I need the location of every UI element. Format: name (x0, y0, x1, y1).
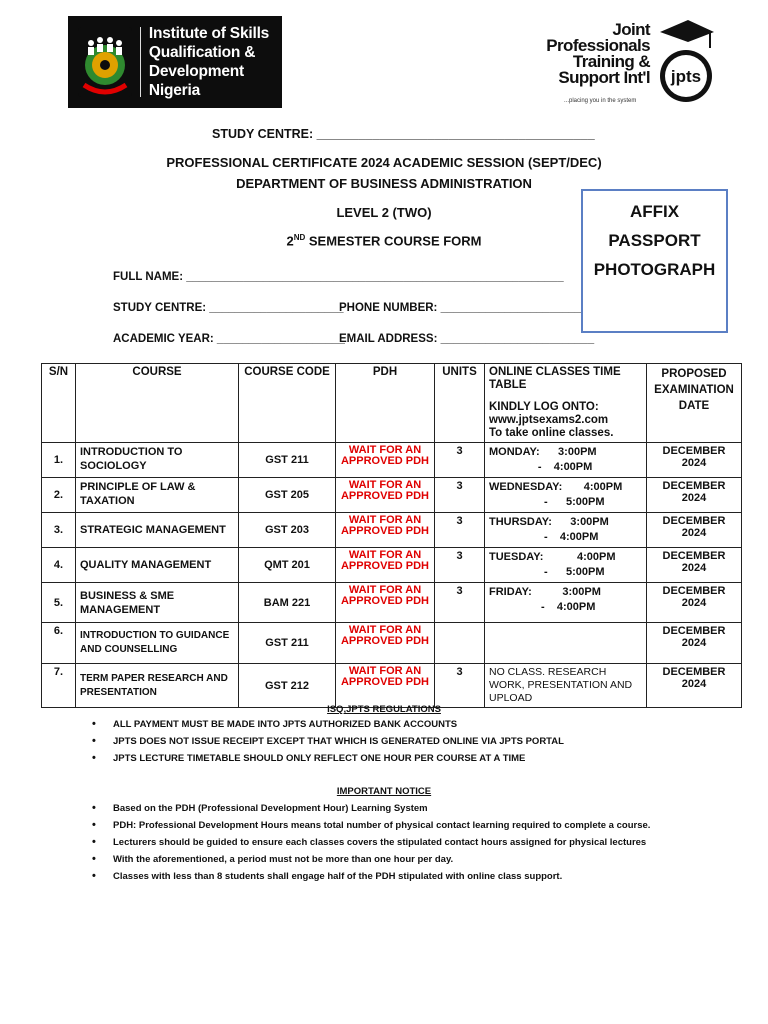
table-header-row (42, 364, 742, 443)
header-sn: S/N (42, 364, 76, 443)
table-row: 3. STRATEGIC MANAGEMENT GST 203 WAIT FOR AN APPROVED PDH 3 THURSDAY: 3:00PM - 4:00PM DECEMBER 2024 (42, 513, 742, 548)
full-name-field[interactable]: FULL NAME: ___________________________________________________________ (113, 271, 564, 283)
list-item: • PDH: Professional Development Hours means total number of physical contact learning required to complete a course. (92, 817, 650, 834)
pdh-status: WAIT FOR AN APPROVED PDH (336, 623, 435, 664)
list-item: • JPTS LECTURE TIMETABLE SHOULD ONLY REFLECT ONE HOUR PER COURSE AT A TIME (92, 750, 564, 767)
course-table (41, 363, 742, 708)
study-centre-top: STUDY CENTRE: ________________________________________ (212, 127, 595, 141)
pdh-status: WAIT FOR AN APPROVED PDH (336, 664, 435, 708)
list-item: • ALL PAYMENT MUST BE MADE INTO JPTS AUTHORIZED BANK ACCOUNTS (92, 716, 564, 733)
phone-number-field[interactable]: PHONE NUMBER: ______________________ (339, 302, 582, 314)
list-item: • Classes with less than 8 students shall engage half of the PDH stipulated with online class support. (92, 868, 650, 885)
header-pdh: PDH (336, 364, 435, 443)
header-units: UNITS (435, 364, 485, 443)
logo-divider (140, 27, 141, 97)
table-row: 1. INTRODUCTION TO SOCIOLOGY GST 211 WAIT FOR AN APPROVED PDH 3 MONDAY: 3:00PM - 4:00PM DECEMBER 2024 (42, 443, 742, 478)
passport-photo-box: AFFIX PASSPORT PHOTOGRAPH (581, 189, 728, 333)
table-row: 2. PRINCIPLE OF LAW & TAXATION GST 205 WAIT FOR AN APPROVED PDH 3 WEDNESDAY: 4:00PM - 5:00PM DECEMBER 2024 (42, 478, 742, 513)
list-item: • JPTS DOES NOT ISSUE RECEIPT EXCEPT THAT WHICH IS GENERATED ONLINE VIA JPTS PORTAL (92, 733, 564, 750)
header-course: COURSE (76, 364, 239, 443)
pdh-status: WAIT FOR AN APPROVED PDH (336, 583, 435, 623)
svg-text:jpts: jpts (670, 67, 702, 86)
jpts-exams-link[interactable]: www.jptsexams2.com (489, 414, 609, 426)
header-timetable: ONLINE CLASSES TIME TABLE KINDLY LOG ONTO: www.jptsexams2.com To take online classes. (485, 364, 647, 443)
table-row: 7. TERM PAPER RESEARCH AND PRESENTATION GST 212 WAIT FOR AN APPROVED PDH 3 NO CLASS. RESEARCH WORK, PRESENTATION AND UPLOAD DECEMBER 2024 (42, 664, 742, 708)
jpts-logo-text: Joint Professionals Training & Support Int'l (546, 20, 650, 87)
pdh-status: WAIT FOR AN APPROVED PDH (336, 548, 435, 583)
list-item: • Lecturers should be guided to ensure each classes covers the stipulated contact hours assigned for physical lectures (92, 834, 650, 851)
table-row: 5. BUSINESS & SME MANAGEMENT BAM 221 WAIT FOR AN APPROVED PDH 3 FRIDAY: 3:00PM - 4:00PM DECEMBER 2024 (42, 583, 742, 623)
header-exam-date: PROPOSED EXAMINATION DATE (647, 364, 742, 443)
regulations-list (92, 716, 564, 767)
header-course-code: COURSE CODE (239, 364, 336, 443)
pdh-status: WAIT FOR AN APPROVED PDH (336, 443, 435, 478)
department-title: DEPARTMENT OF BUSINESS ADMINISTRATION (236, 176, 532, 191)
isq-seal-icon (76, 23, 134, 101)
session-title: PROFESSIONAL CERTIFICATE 2024 ACADEMIC SESSION (SEPT/DEC) (166, 155, 602, 170)
email-address-field[interactable]: EMAIL ADDRESS: ________________________ (339, 333, 595, 345)
isq-logo (68, 16, 282, 108)
table-row: 6. INTRODUCTION TO GUIDANCE AND COUNSELLING GST 211 WAIT FOR AN APPROVED PDH DECEMBER 2024 (42, 623, 742, 664)
table-row: 4. QUALITY MANAGEMENT QMT 201 WAIT FOR AN APPROVED PDH 3 TUESDAY: 4:00PM - 5:00PM DECEMBER 2024 (42, 548, 742, 583)
regulations-title: ISQ,JPTS REGULATIONS (327, 704, 441, 715)
list-item: • With the aforementioned, a period must not be more than one hour per day. (92, 851, 650, 868)
graduation-cap-icon (654, 18, 718, 114)
pdh-status: WAIT FOR AN APPROVED PDH (336, 513, 435, 548)
list-item: • Based on the PDH (Professional Development Hour) Learning System (92, 800, 650, 817)
important-notice-title: IMPORTANT NOTICE (336, 786, 432, 797)
academic-year-field[interactable]: ACADEMIC YEAR: ____________________ (113, 333, 345, 345)
semester-title: 2ND SEMESTER COURSE FORM (286, 233, 482, 249)
pdh-status: WAIT FOR AN APPROVED PDH (336, 478, 435, 513)
jpts-tagline: ...placing you in the system (564, 98, 637, 104)
jpts-logo (540, 18, 720, 114)
study-centre-field[interactable]: STUDY CENTRE: _____________________ (113, 302, 344, 314)
notice-list (92, 800, 650, 885)
level-title: LEVEL 2 (TWO) (336, 205, 432, 220)
isq-logo-text: Institute of Skills Qualification & Development Nigeria (148, 25, 270, 99)
